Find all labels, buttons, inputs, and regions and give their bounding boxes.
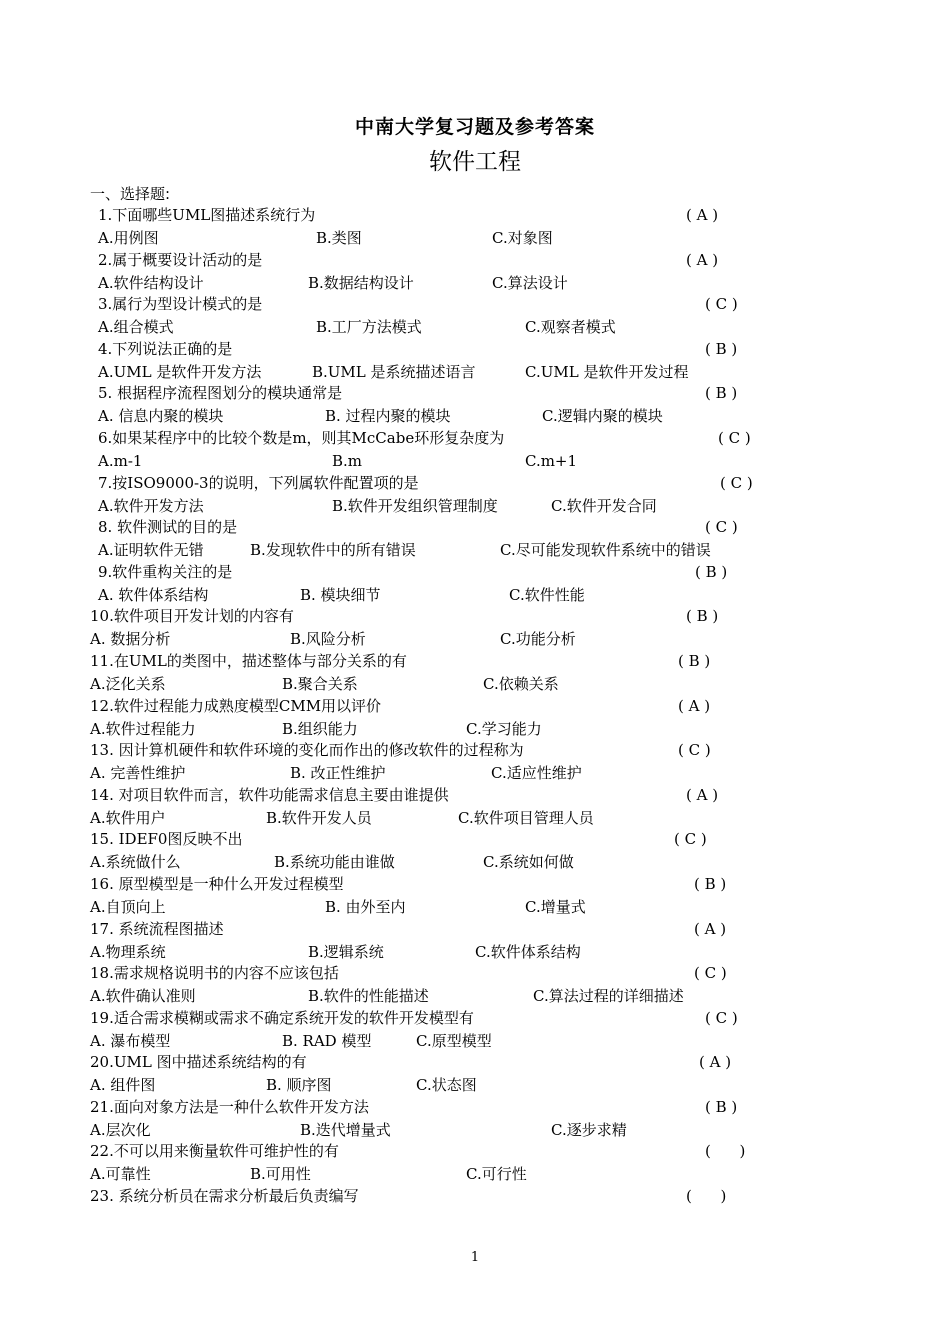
option-b: B.组织能力 — [282, 719, 358, 738]
answer-key: ( A ) — [699, 1053, 732, 1072]
option-b: B.软件的性能描述 — [308, 987, 429, 1006]
option-b: B. 改正性维护 — [290, 764, 386, 783]
answer-key: ( C ) — [718, 428, 751, 447]
option-a: A. 数据分析 — [90, 630, 171, 649]
option-c: C.尽可能发现软件系统中的错误 — [500, 541, 711, 560]
question-item — [0, 1007, 950, 1052]
answer-key: ( ) — [705, 1142, 746, 1161]
option-b: B.风险分析 — [290, 630, 366, 649]
option-b: B.类图 — [316, 229, 362, 247]
option-a: A.组合模式 — [98, 318, 174, 337]
page-number: 1 — [470, 1250, 480, 1265]
option-c: C.原型模型 — [416, 1031, 492, 1050]
option-c: C.可行性 — [466, 1165, 527, 1184]
option-c: C.状态图 — [416, 1076, 477, 1095]
answer-key: ( B ) — [705, 1097, 738, 1116]
question-item — [0, 962, 950, 1007]
answer-key: ( C ) — [720, 473, 753, 492]
option-a: A.m-1 — [98, 451, 143, 470]
option-b: B.迭代增量式 — [300, 1120, 391, 1139]
question-item — [0, 1185, 950, 1230]
answer-key: ( A ) — [686, 785, 719, 804]
option-a: A. 瀑布模型 — [90, 1031, 171, 1050]
option-a: A.自顶向上 — [90, 897, 166, 916]
option-b: B.数据结构设计 — [308, 273, 414, 292]
option-b: B.聚合关系 — [282, 674, 358, 693]
question-stem: 15. IDEF0图反映不出 — [90, 830, 243, 849]
answer-key: ( A ) — [678, 696, 711, 715]
question-item — [0, 338, 950, 383]
document-title: 中南大学复习题及参考答案 — [354, 116, 595, 138]
question-stem: 11.在UML的类图中，描述整体与部分关系的有 — [90, 651, 407, 670]
option-a: A.系统做什么 — [90, 853, 181, 872]
question-stem: 23. 系统分析员在需求分析最后负责编写 — [90, 1187, 359, 1206]
option-b: B.逻辑系统 — [308, 942, 384, 961]
option-b: B.m — [332, 451, 363, 470]
question-stem: 1.下面哪些UML图描述系统行为 — [98, 206, 316, 224]
question-list — [0, 204, 950, 1230]
option-b: B.工厂方法模式 — [316, 318, 422, 337]
question-item — [0, 739, 950, 784]
question-stem: 7.按ISO9000-3的说明，下列属软件配置项的是 — [98, 473, 419, 492]
option-c: C.适应性维护 — [491, 764, 582, 783]
option-c: C.增量式 — [525, 897, 586, 916]
option-c: C.逻辑内聚的模块 — [542, 407, 663, 426]
answer-key: ( C ) — [705, 518, 738, 537]
option-b: B.系统功能由谁做 — [274, 853, 395, 872]
answer-key: ( B ) — [695, 562, 728, 581]
question-item — [0, 1051, 950, 1096]
option-c: C.UML 是软件开发过程 — [525, 362, 689, 381]
answer-key: ( B ) — [686, 607, 719, 626]
question-item — [0, 204, 950, 249]
option-b: B.软件开发组织管理制度 — [332, 496, 498, 515]
question-item — [0, 605, 950, 650]
option-a: A.泛化关系 — [90, 674, 166, 693]
option-a: A.软件过程能力 — [90, 719, 196, 738]
answer-key: ( C ) — [705, 1008, 738, 1027]
question-item — [0, 650, 950, 695]
question-item — [0, 249, 950, 294]
answer-key: ( ) — [686, 1187, 727, 1206]
option-b: B. 由外至内 — [325, 897, 406, 916]
option-a: A.证明软件无错 — [98, 541, 204, 560]
option-c: C.软件开发合同 — [551, 496, 657, 515]
option-a: A.层次化 — [90, 1120, 151, 1139]
option-a: A. 组件图 — [90, 1076, 156, 1095]
option-a: A.软件确认准则 — [90, 987, 196, 1006]
section-heading: 一、选择题: — [90, 185, 171, 203]
question-stem: 9.软件重构关注的是 — [98, 562, 233, 581]
answer-key: ( A ) — [694, 919, 727, 938]
option-a: A.软件用户 — [90, 808, 166, 827]
option-c: C.功能分析 — [500, 630, 576, 649]
option-a: A. 软件体系结构 — [98, 585, 209, 604]
document-subtitle: 软件工程 — [429, 149, 521, 175]
option-a: A.用例图 — [98, 229, 159, 247]
option-b: B. 过程内聚的模块 — [325, 407, 451, 426]
option-b: B. RAD 模型 — [282, 1031, 372, 1050]
question-stem: 18.需求规格说明书的内容不应该包括 — [90, 964, 339, 983]
option-a: A.软件结构设计 — [98, 273, 204, 292]
answer-key: ( B ) — [705, 384, 738, 403]
question-item — [0, 561, 950, 606]
option-b: B.可用性 — [250, 1165, 311, 1184]
question-stem: 13. 因计算机硬件和软件环境的变化而作出的修改软件的过程称为 — [90, 741, 524, 760]
question-stem: 4.下列说法正确的是 — [98, 339, 233, 358]
question-item — [0, 828, 950, 873]
option-c: C.对象图 — [492, 229, 553, 247]
question-item — [0, 695, 950, 740]
option-c: C.m+1 — [525, 451, 578, 470]
option-b: B. 顺序图 — [266, 1076, 332, 1095]
option-c: C.学习能力 — [466, 719, 542, 738]
option-a: A.可靠性 — [90, 1165, 151, 1184]
question-item — [0, 1140, 950, 1185]
question-item — [0, 1096, 950, 1141]
option-c: C.逐步求精 — [551, 1120, 627, 1139]
question-stem: 17. 系统流程图描述 — [90, 919, 224, 938]
question-item — [0, 382, 950, 427]
question-item — [0, 472, 950, 517]
question-item — [0, 293, 950, 338]
option-b: B.UML 是系统描述语言 — [312, 362, 476, 381]
question-stem: 5. 根据程序流程图划分的模块通常是 — [98, 384, 343, 403]
option-b: B.发现软件中的所有错误 — [250, 541, 416, 560]
question-stem: 8. 软件测试的目的是 — [98, 518, 238, 537]
answer-key: ( C ) — [678, 741, 711, 760]
answer-key: ( B ) — [694, 874, 727, 893]
answer-key: ( A ) — [686, 250, 719, 269]
answer-key: ( C ) — [674, 830, 707, 849]
answer-key: ( C ) — [705, 295, 738, 314]
question-stem: 2.属于概要设计活动的是 — [98, 250, 263, 269]
question-stem: 20.UML 图中描述系统结构的有 — [90, 1053, 307, 1072]
answer-key: ( C ) — [694, 964, 727, 983]
option-c: C.观察者模式 — [525, 318, 616, 337]
option-b: B.软件开发人员 — [266, 808, 372, 827]
option-a: A.软件开发方法 — [98, 496, 204, 515]
option-c: C.算法过程的详细描述 — [533, 987, 684, 1006]
option-c: C.软件性能 — [509, 585, 585, 604]
answer-key: ( A ) — [686, 206, 719, 224]
question-stem: 22.不可以用来衡量软件可维护性的有 — [90, 1142, 339, 1161]
question-stem: 6.如果某程序中的比较个数是m，则其McCabe环形复杂度为 — [98, 428, 505, 447]
question-stem: 12.软件过程能力成熟度模型CMM用以评价 — [90, 696, 382, 715]
question-stem: 16. 原型模型是一种什么开发过程模型 — [90, 874, 344, 893]
question-item — [0, 873, 950, 918]
question-stem: 19.适合需求模糊或需求不确定系统开发的软件开发模型有 — [90, 1008, 474, 1027]
option-a: A.物理系统 — [90, 942, 166, 961]
question-item — [0, 516, 950, 561]
answer-key: ( B ) — [678, 651, 711, 670]
question-stem: 21.面向对象方法是一种什么软件开发方法 — [90, 1097, 369, 1116]
question-stem: 10.软件项目开发计划的内容有 — [90, 607, 294, 626]
option-a: A. 完善性维护 — [90, 764, 186, 783]
option-c: C.算法设计 — [492, 273, 568, 292]
question-stem: 3.属行为型设计模式的是 — [98, 295, 263, 314]
question-item — [0, 784, 950, 829]
option-c: C.依赖关系 — [483, 674, 559, 693]
question-item — [0, 918, 950, 963]
option-a: A. 信息内聚的模块 — [98, 407, 224, 426]
question-stem: 14. 对项目软件而言，软件功能需求信息主要由谁提供 — [90, 785, 449, 804]
option-c: C.系统如何做 — [483, 853, 574, 872]
answer-key: ( B ) — [705, 339, 738, 358]
option-a: A.UML 是软件开发方法 — [98, 362, 262, 381]
option-c: C.软件体系结构 — [475, 942, 581, 961]
option-c: C.软件项目管理人员 — [458, 808, 594, 827]
question-item — [0, 427, 950, 472]
option-b: B. 模块细节 — [300, 585, 381, 604]
